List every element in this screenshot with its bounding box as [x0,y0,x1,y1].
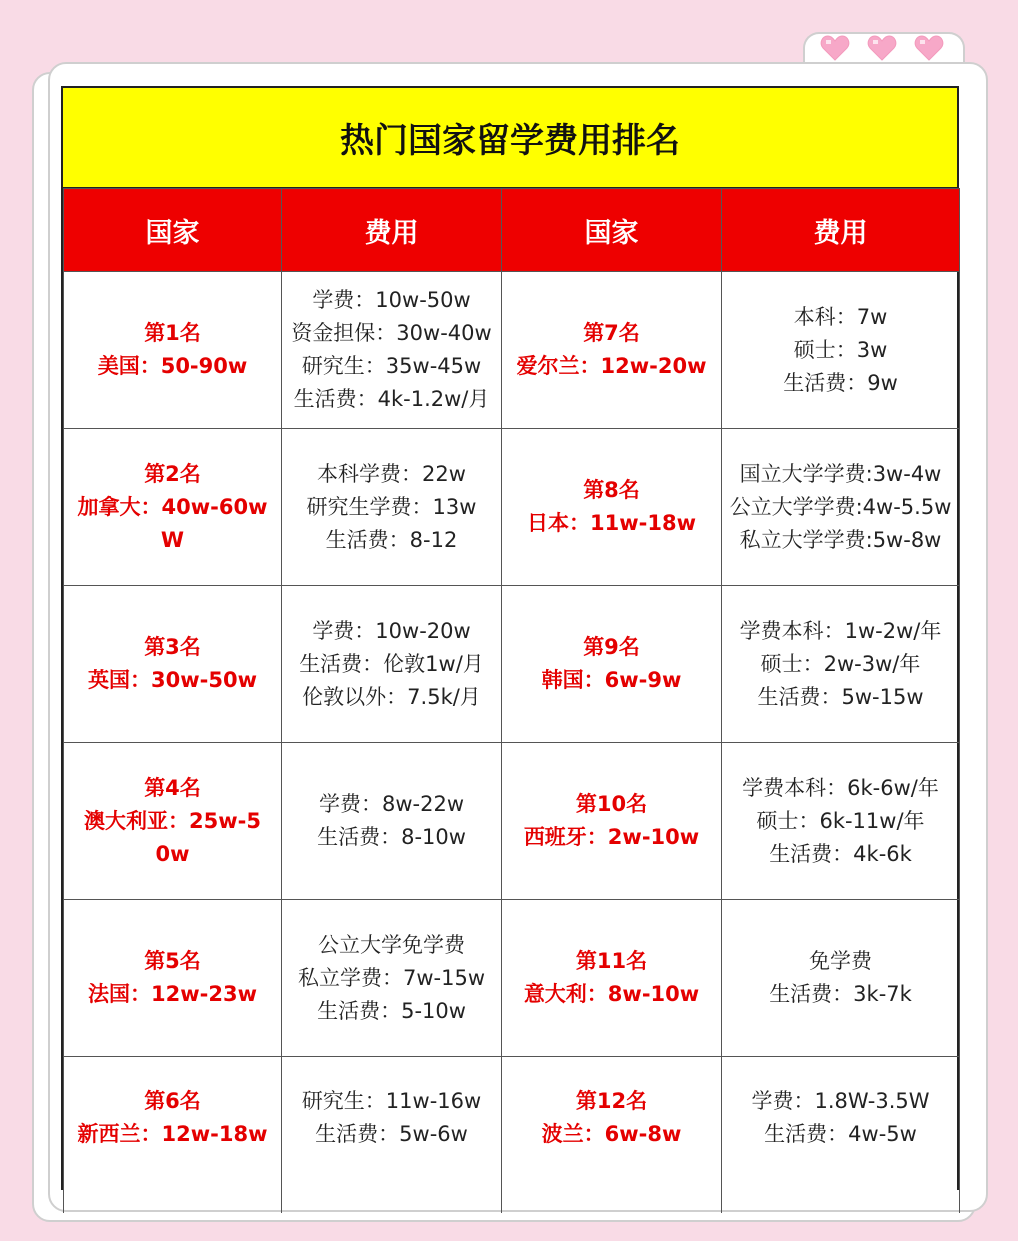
cost-line: 国立大学学费:3w-4w [739,461,942,486]
cost-line: 生活费：4w-5w [764,1122,917,1146]
rank-label: 第4名 [144,775,201,800]
cost-line: 生活费：3k-7k [769,982,912,1006]
rank-label: 第3名 [144,635,201,659]
cost-cell [282,429,502,586]
cost-line: 学费：1.8W-3.5W [751,1089,930,1113]
cost-line: 资金担保：30w-40w [291,321,492,345]
country-cell [64,586,282,743]
cost-ranking-table [61,86,959,1190]
table-row [64,586,960,743]
cost-line: 学费本科：6k-6w/年 [742,775,939,800]
cost-cell [282,1057,502,1214]
header-cost: 费用 [722,189,960,272]
country-name: 美国：50-90w [97,354,248,378]
cost-line: 私立大学学费:5w-8w [739,527,942,552]
header-country: 国家 [64,189,282,272]
country-name: 加拿大：40w-60wW [77,494,268,552]
cost-line: 生活费：9w [783,370,898,395]
country-name: 韩国：6w-9w [541,668,682,692]
cost-line: 学费：10w-20w [312,618,471,643]
hearts-decoration [812,32,952,64]
rank-label: 第10名 [575,792,648,816]
cost-line: 生活费：伦敦1w/月 [299,651,484,676]
heart-icon [867,35,897,61]
cost-line: 研究生：35w-45w [301,354,482,378]
country-name: 波兰：6w-8w [541,1122,682,1146]
cost-line: 学费：10w-50w [312,288,471,312]
country-name: 爱尔兰：12w-20w [516,354,707,378]
rank-label: 第5名 [144,949,201,973]
country-cell [502,1057,722,1214]
country-cell [64,743,282,900]
cost-line: 生活费：5w-6w [315,1122,468,1146]
rank-label: 第8名 [583,478,640,502]
cost-line: 学费：8w-22w [318,792,464,816]
country-name: 澳大利亚：25w-50w [84,808,261,866]
cost-cell [282,586,502,743]
rank-label: 第1名 [144,321,201,345]
ranking-grid [63,188,960,1213]
rank-label: 第9名 [583,635,640,659]
cost-line: 私立学费：7w-15w [297,965,485,990]
rank-label: 第2名 [144,461,201,486]
cost-line: 生活费：5w-15w [757,684,924,709]
header-row [64,189,960,272]
country-cell [64,1057,282,1214]
cost-line: 生活费：4k-1.2w/月 [293,387,490,411]
cost-line: 免学费 [809,949,872,973]
cost-line: 硕士：3w [793,337,888,362]
country-name: 日本：11w-18w [527,511,696,535]
cost-line: 公立大学学费:4w-5.5w [729,494,952,519]
heart-icon [820,35,850,61]
cost-line: 生活费：8-12 [325,527,458,552]
rank-label: 第11名 [575,949,648,973]
cost-cell [722,900,960,1057]
country-name: 新西兰：12w-18w [77,1122,268,1146]
cost-cell [722,272,960,429]
cost-line: 学费本科：1w-2w/年 [739,618,942,643]
country-cell [64,272,282,429]
header-country: 国家 [502,189,722,272]
cost-line: 本科学费：22w [317,461,466,486]
country-name: 法国：12w-23w [88,982,257,1006]
heart-icon [914,35,944,61]
country-name: 意大利：8w-10w [523,982,700,1006]
rank-label: 第6名 [144,1089,201,1113]
rank-label: 第12名 [575,1089,648,1113]
cost-cell [722,743,960,900]
cost-line: 研究生学费：13w [306,494,477,519]
country-cell [502,586,722,743]
country-cell [502,272,722,429]
cost-line: 生活费：8-10w [317,825,466,849]
table-row [64,272,960,429]
cost-cell [282,900,502,1057]
country-cell [64,429,282,586]
country-name: 西班牙：2w-10w [523,825,700,849]
cost-line: 硕士：2w-3w/年 [760,651,921,676]
country-cell [502,743,722,900]
country-cell [502,429,722,586]
table-row [64,743,960,900]
table-row [64,429,960,586]
rank-label: 第7名 [583,321,640,345]
cost-line: 研究生：11w-16w [301,1089,482,1113]
header-cost: 费用 [282,189,502,272]
table-row [64,900,960,1057]
cost-cell [722,429,960,586]
cost-line: 硕士：6k-11w/年 [756,808,925,833]
country-cell [64,900,282,1057]
cost-cell [282,272,502,429]
cost-line: 生活费：5-10w [317,998,466,1023]
table-row [64,1057,960,1214]
page-title: 热门国家留学费用排名 [63,88,957,188]
cost-cell [722,586,960,743]
cost-cell [282,743,502,900]
country-cell [502,900,722,1057]
cost-line: 本科：7w [793,304,888,329]
cost-line: 生活费：4k-6k [769,841,912,866]
cost-line: 公立大学免学费 [318,932,465,957]
cost-cell [722,1057,960,1214]
country-name: 英国：30w-50w [88,668,257,692]
cost-line: 伦敦以外：7.5k/月 [302,684,481,709]
